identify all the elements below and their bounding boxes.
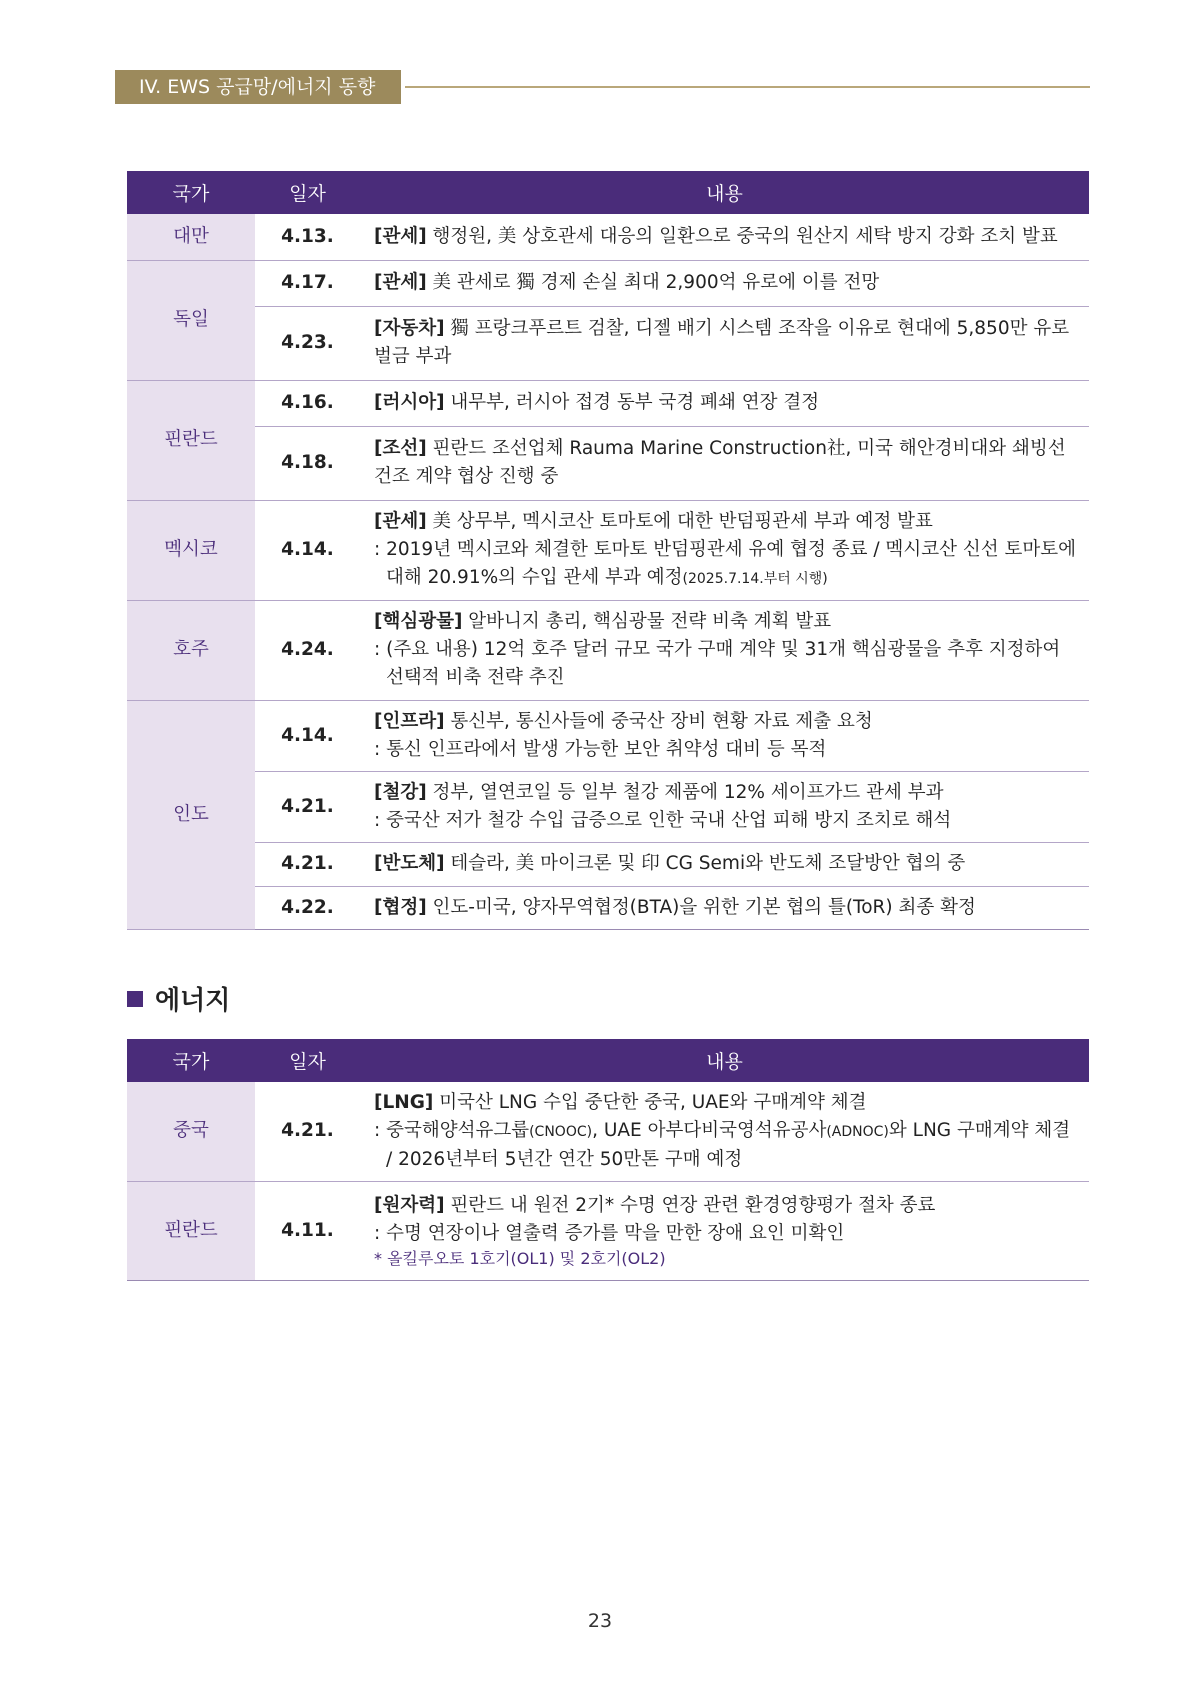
table-row: [127, 842, 1089, 886]
category-tag: [철강]: [374, 781, 427, 803]
date-cell: 4.23.: [255, 306, 360, 380]
content-text: 獨 프랑크푸르트 검찰, 디젤 배기 시스템 조작을 이유로 현대에 5,850만 유로 벌금 부과: [374, 318, 1070, 367]
category-tag: [관세]: [374, 225, 427, 247]
content-note: : 수명 연장이나 열출력 증가를 막을 만한 장애 요인 미확인: [374, 1222, 845, 1244]
content-cell: [360, 771, 1089, 842]
table-row: [127, 306, 1089, 380]
trade-table: [127, 171, 1089, 930]
content-text: 내무부, 러시아 접경 동부 국경 폐쇄 연장 결정: [444, 392, 820, 413]
table-row: [127, 214, 1089, 260]
content-text: 핀란드 조선업체 Rauma Marine Construction社, 미국 해안경비대와 쇄빙선 건조 계약 협상 진행 중: [374, 438, 1066, 487]
content-cell: [360, 500, 1089, 600]
table-header-row: [127, 1039, 1089, 1082]
content-cell: [360, 1082, 1089, 1181]
category-tag: [인프라]: [374, 710, 445, 732]
country-cell: 호주: [127, 600, 255, 700]
category-tag: [핵심광물]: [374, 611, 463, 632]
table-row: [127, 886, 1089, 929]
country-cell: 중국: [127, 1082, 255, 1181]
category-tag: [LNG]: [374, 1091, 434, 1113]
date-cell: 4.24.: [255, 600, 360, 700]
content-cell: [360, 842, 1089, 886]
energy-section-heading: [127, 980, 230, 1017]
page-number: 23: [587, 1610, 613, 1632]
header-date: 일자: [255, 171, 360, 214]
header-country: 국가: [127, 1039, 255, 1082]
date-cell: 4.14.: [255, 500, 360, 600]
content-note: : 중국산 저가 철강 수입 급증으로 인한 국내 산업 피해 방지 조치로 해석: [374, 809, 952, 831]
content-note: : 2019년 멕시코와 체결한 토마토 반덤핑관세 유예 협정 종료 / 멕시코산 신선 토마토에 대해 20.91%의 수입 관세 부과 예정(2025.7.14.부터 시행): [374, 538, 1076, 588]
header-content: 내용: [360, 1039, 1089, 1082]
header-content: 내용: [360, 171, 1089, 214]
date-cell: 4.18.: [255, 426, 360, 500]
date-cell: 4.14.: [255, 700, 360, 771]
category-tag: [반도체]: [374, 853, 445, 874]
square-bullet-icon: [127, 991, 143, 1007]
section-tag: IV. EWS 공급망/에너지 동향: [115, 70, 401, 104]
category-tag: [자동차]: [374, 318, 445, 339]
date-cell: 4.22.: [255, 886, 360, 929]
date-cell: 4.21.: [255, 1082, 360, 1181]
table-row: [127, 426, 1089, 500]
header-date: 일자: [255, 1039, 360, 1082]
content-cell: [360, 1181, 1089, 1280]
country-cell: 핀란드: [127, 380, 255, 500]
content-text: 인도-미국, 양자무역협정(BTA)을 위한 기본 협의 틀(ToR) 최종 확정: [426, 896, 976, 918]
content-text: 알바니지 총리, 핵심광물 전략 비축 계획 발표: [462, 611, 832, 632]
table-row: [127, 1082, 1089, 1181]
content-cell: [360, 306, 1089, 380]
content-text: 美 상무부, 멕시코산 토마토에 대한 반덤핑관세 부과 예정 발표: [426, 510, 933, 532]
table-row: [127, 260, 1089, 306]
content-text: 美 관세로 獨 경제 손실 최대 2,900억 유로에 이를 전망: [426, 272, 880, 293]
note-small: (ADNOC): [826, 1123, 889, 1140]
date-cell: 4.21.: [255, 842, 360, 886]
content-cell: [360, 426, 1089, 500]
date-cell: 4.11.: [255, 1181, 360, 1280]
note-small: (2025.7.14.부터 시행): [682, 570, 828, 587]
category-tag: [관세]: [374, 510, 427, 532]
content-note: : 통신 인프라에서 발생 가능한 보안 취약성 대비 등 목적: [374, 738, 827, 760]
content-text: 행정원, 美 상호관세 대응의 일환으로 중국의 원산지 세탁 방지 강화 조치 발표: [426, 225, 1058, 247]
content-cell: [360, 380, 1089, 426]
date-cell: 4.21.: [255, 771, 360, 842]
category-tag: [러시아]: [374, 392, 445, 413]
content-note: : 중국해양석유그룹(CNOOC), UAE 아부다비국영석유공사(ADNOC)와 LNG 구매계약 체결 / 2026년부터 5년간 연간 50만톤 구매 예정: [374, 1119, 1071, 1170]
content-note: : (주요 내용) 12억 호주 달러 규모 국가 구매 계약 및 31개 핵심광물을 추후 지정하여 선택적 비축 전략 추진: [374, 639, 1061, 688]
footnote: * 올킬루오토 1호기(OL1) 및 2호기(OL2): [374, 1248, 666, 1268]
content-cell: [360, 214, 1089, 260]
table-row: [127, 600, 1089, 700]
country-cell: 독일: [127, 260, 255, 380]
category-tag: [원자력]: [374, 1194, 445, 1216]
table-header-row: [127, 171, 1089, 214]
content-cell: [360, 886, 1089, 929]
country-cell: 인도: [127, 700, 255, 929]
table-row: [127, 500, 1089, 600]
table-row: [127, 380, 1089, 426]
date-cell: 4.17.: [255, 260, 360, 306]
date-cell: 4.13.: [255, 214, 360, 260]
table-row: [127, 771, 1089, 842]
content-text: 정부, 열연코일 등 일부 철강 제품에 12% 세이프가드 관세 부과: [426, 781, 944, 803]
header-rule: [405, 86, 1090, 88]
content-cell: [360, 260, 1089, 306]
energy-table: [127, 1039, 1089, 1281]
country-cell: 대만: [127, 214, 255, 260]
content-cell: [360, 600, 1089, 700]
note-small: (CNOOC): [529, 1123, 593, 1140]
content-text: 통신부, 통신사들에 중국산 장비 현황 자료 제출 요청: [444, 710, 873, 732]
header-country: 국가: [127, 171, 255, 214]
content-cell: [360, 700, 1089, 771]
table-row: [127, 700, 1089, 771]
category-tag: [관세]: [374, 272, 427, 293]
table-row: [127, 1181, 1089, 1280]
content-text: 핀란드 내 원전 2기* 수명 연장 관련 환경영향평가 절차 종료: [444, 1194, 936, 1216]
country-cell: 핀란드: [127, 1181, 255, 1280]
content-text: 테슬라, 美 마이크론 및 印 CG Semi와 반도체 조달방안 협의 중: [444, 853, 966, 874]
date-cell: 4.16.: [255, 380, 360, 426]
country-cell: 멕시코: [127, 500, 255, 600]
content-text: 미국산 LNG 수입 중단한 중국, UAE와 구매계약 체결: [433, 1091, 867, 1113]
category-tag: [협정]: [374, 896, 427, 918]
category-tag: [조선]: [374, 438, 427, 459]
section-title: 에너지: [155, 986, 231, 1016]
